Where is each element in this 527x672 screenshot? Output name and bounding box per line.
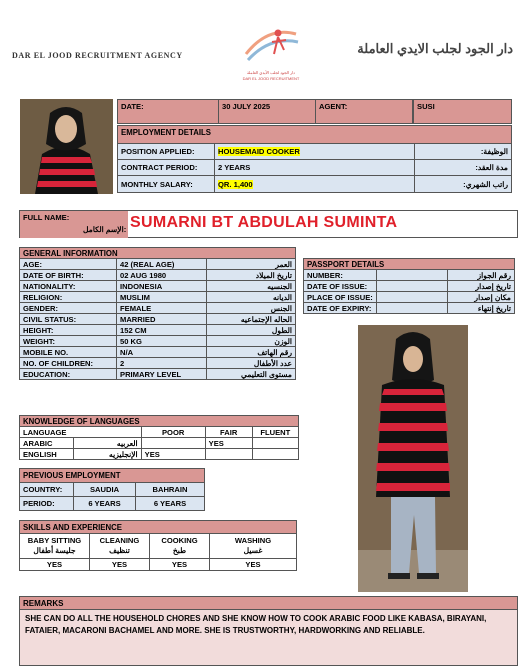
passport-label: DATE OF ISSUE:: [304, 281, 377, 292]
skill-header: [210, 534, 297, 559]
general-value: 152 CM: [117, 325, 207, 336]
general-row: [20, 325, 296, 336]
passport-details-title: PASSPORT DETAILS: [304, 259, 515, 270]
logo-text-ar: دار الجود لجلب الأيدي العاملة: [247, 70, 295, 75]
language-fair: [205, 449, 252, 460]
languages-header-language: LANGUAGE: [20, 427, 142, 438]
agent-value-table: [413, 99, 512, 124]
skill-value: YES: [20, 559, 90, 571]
languages-header-fair: FAIR: [205, 427, 252, 438]
general-label-ar: الحاله الإجتماعيه: [207, 314, 296, 325]
general-row: [20, 303, 296, 314]
skill-name: WASHING: [234, 536, 272, 545]
passport-label-ar: تاريخ إنتهاء: [448, 303, 515, 314]
skill-header: [20, 534, 90, 559]
general-row: [20, 347, 296, 358]
previous-country: SAUDIA: [74, 483, 136, 497]
employment-row: [118, 176, 512, 193]
passport-label-ar: تاريخ إصدار: [448, 281, 515, 292]
previous-employment-title: PREVIOUS EMPLOYMENT: [20, 469, 205, 483]
general-label: MOBILE NO.: [20, 347, 117, 358]
employment-label-ar: مدة العقد:: [415, 160, 512, 176]
general-label-ar: مستوى التعليمي: [207, 369, 296, 380]
passport-value: [377, 303, 448, 314]
skill-name: CLEANING: [99, 536, 140, 545]
logo-text-en: DAR EL JOOD RECRUITMENT: [242, 76, 300, 81]
general-label-ar: الجنسيه: [207, 281, 296, 292]
general-value: MARRIED: [117, 314, 207, 325]
employment-label-ar: الوظيفة:: [415, 144, 512, 160]
previous-period: 6 YEARS: [74, 497, 136, 511]
date-label: DATE:: [118, 100, 219, 124]
agency-name-en: DAR EL JOOD RECRUITMENT AGENCY: [12, 51, 183, 60]
skill-name-ar: طبخ: [172, 546, 187, 555]
general-label: DATE OF BIRTH:: [20, 270, 117, 281]
general-label-ar: عدد الأطفال: [207, 358, 296, 369]
general-label-ar: تاريخ الميلاد: [207, 270, 296, 281]
remarks-section: [19, 596, 518, 666]
skill-header: [150, 534, 210, 559]
full-name-value: SUMARNI BT ABDULAH SUMINTA: [130, 214, 398, 231]
language-name-ar: العربيه: [74, 438, 142, 449]
remarks-text: SHE CAN DO ALL THE HOUSEHOLD CHORES AND SHE KNOW HOW TO COOK ARABIC FOOD LIKE KABASA, BIRAYANI, FATAIER, MACARONI BACHAMEL AND MORE. SHE IS TRUSTWORTHY, HARDWORKING AND RELIABLE.: [19, 610, 518, 666]
skill-name-ar: غسيل: [243, 546, 263, 555]
employment-value: 2 YEARS: [215, 160, 415, 176]
skills-title: SKILLS AND EXPERIENCE: [20, 521, 297, 534]
general-label-ar: الجنس: [207, 303, 296, 314]
languages-header-fluent: FLUENT: [252, 427, 298, 438]
employment-details-table: [117, 125, 512, 193]
previous-country: BAHRAIN: [136, 483, 205, 497]
general-label-ar: الوزن: [207, 336, 296, 347]
general-information-title: GENERAL INFORMATION: [20, 248, 296, 259]
general-label-ar: الديانه: [207, 292, 296, 303]
employment-label: CONTRACT PERIOD:: [118, 160, 215, 176]
passport-value: [377, 292, 448, 303]
languages-title: KNOWLEDGE OF LANGUAGES: [20, 416, 299, 427]
agent-value: SUSI: [414, 100, 512, 124]
general-row: [20, 369, 296, 380]
language-fair: YES: [205, 438, 252, 449]
candidate-full-body-photo: [358, 325, 468, 592]
general-row: [20, 270, 296, 281]
general-label-ar: العمر: [207, 259, 296, 270]
previous-country-label: COUNTRY:: [20, 483, 74, 497]
general-label: RELIGION:: [20, 292, 117, 303]
general-row: [20, 314, 296, 325]
agent-label: AGENT:: [316, 100, 413, 124]
language-row: [20, 449, 299, 460]
skill-name-ar: جليسة أطفال: [33, 546, 76, 555]
general-label: GENDER:: [20, 303, 117, 314]
general-row: [20, 358, 296, 369]
language-name: ARABIC: [20, 438, 74, 449]
general-label-ar: الطول: [207, 325, 296, 336]
full-name-label: FULL NAME:: [20, 211, 128, 238]
general-label: CIVIL STATUS:: [20, 314, 117, 325]
remarks-title: REMARKS: [19, 596, 518, 610]
passport-row: [304, 281, 515, 292]
skills-table: [19, 520, 297, 571]
agency-logo: [238, 24, 304, 84]
employment-label: POSITION APPLIED:: [118, 144, 215, 160]
full-name-label-ar: الإسم الكامل:: [83, 225, 127, 234]
skill-name: BABY SITTING: [27, 536, 82, 545]
language-fluent: [252, 438, 298, 449]
general-label: NATIONALITY:: [20, 281, 117, 292]
general-value: INDONESIA: [117, 281, 207, 292]
passport-row: [304, 270, 515, 281]
employment-row: [118, 144, 512, 160]
employment-value: QR. 1,400: [218, 179, 253, 189]
skill-value: YES: [150, 559, 210, 571]
passport-value: [377, 281, 448, 292]
general-row: [20, 281, 296, 292]
general-label: AGE:: [20, 259, 117, 270]
passport-label: DATE OF EXPIRY:: [304, 303, 377, 314]
candidate-portrait-photo: [20, 99, 113, 194]
passport-value: [377, 270, 448, 281]
general-value: 42 (REAL AGE): [117, 259, 207, 270]
language-poor: [141, 438, 205, 449]
general-label: HEIGHT:: [20, 325, 117, 336]
general-value: 50 KG: [117, 336, 207, 347]
passport-label: NUMBER:: [304, 270, 377, 281]
general-value: MUSLIM: [117, 292, 207, 303]
general-row: [20, 259, 296, 270]
language-fluent: [252, 449, 298, 460]
general-value: FEMALE: [117, 303, 207, 314]
general-value: N/A: [117, 347, 207, 358]
general-value: 02 AUG 1980: [117, 270, 207, 281]
previous-employment-table: [19, 468, 205, 511]
employment-details-title: EMPLOYMENT DETAILS: [118, 126, 512, 144]
employment-row: [118, 160, 512, 176]
passport-row: [304, 292, 515, 303]
general-row: [20, 336, 296, 347]
language-name: ENGLISH: [20, 449, 74, 460]
general-label: NO. OF CHILDREN:: [20, 358, 117, 369]
previous-period-label: PERIOD:: [20, 497, 74, 511]
skill-name: COOKING: [161, 536, 198, 545]
date-value: 30 JULY 2025: [219, 100, 316, 124]
general-information-table: [19, 247, 296, 380]
languages-header-poor: POOR: [141, 427, 205, 438]
passport-label: PLACE OF ISSUE:: [304, 292, 377, 303]
full-name-box: [19, 210, 518, 238]
general-label-ar: رقم الهاتف: [207, 347, 296, 358]
employment-value: HOUSEMAID COOKER: [218, 147, 300, 156]
general-value: 2: [117, 358, 207, 369]
passport-row: [304, 303, 515, 314]
employment-label: MONTHLY SALARY:: [118, 176, 215, 193]
general-label: WEIGHT:: [20, 336, 117, 347]
general-value: PRIMARY LEVEL: [117, 369, 207, 380]
general-row: [20, 292, 296, 303]
passport-label-ar: مكان إصدار: [448, 292, 515, 303]
employment-label-ar: راتب الشهري:: [415, 176, 512, 193]
top-info-table: [117, 99, 413, 124]
skill-header: [90, 534, 150, 559]
passport-details-table: [303, 258, 515, 314]
language-row: [20, 438, 299, 449]
general-label: EDUCATION:: [20, 369, 117, 380]
language-poor: YES: [141, 449, 205, 460]
agency-name-ar: دار الجود لجلب الايدي العاملة: [357, 41, 513, 56]
languages-table: [19, 415, 299, 460]
passport-label-ar: رقم الجواز: [448, 270, 515, 281]
skill-value: YES: [210, 559, 297, 571]
previous-period: 6 YEARS: [136, 497, 205, 511]
language-name-ar: الإنجليزيه: [74, 449, 142, 460]
skill-name-ar: تنظيف: [109, 546, 130, 555]
logo-icon: [238, 24, 304, 70]
skill-value: YES: [90, 559, 150, 571]
